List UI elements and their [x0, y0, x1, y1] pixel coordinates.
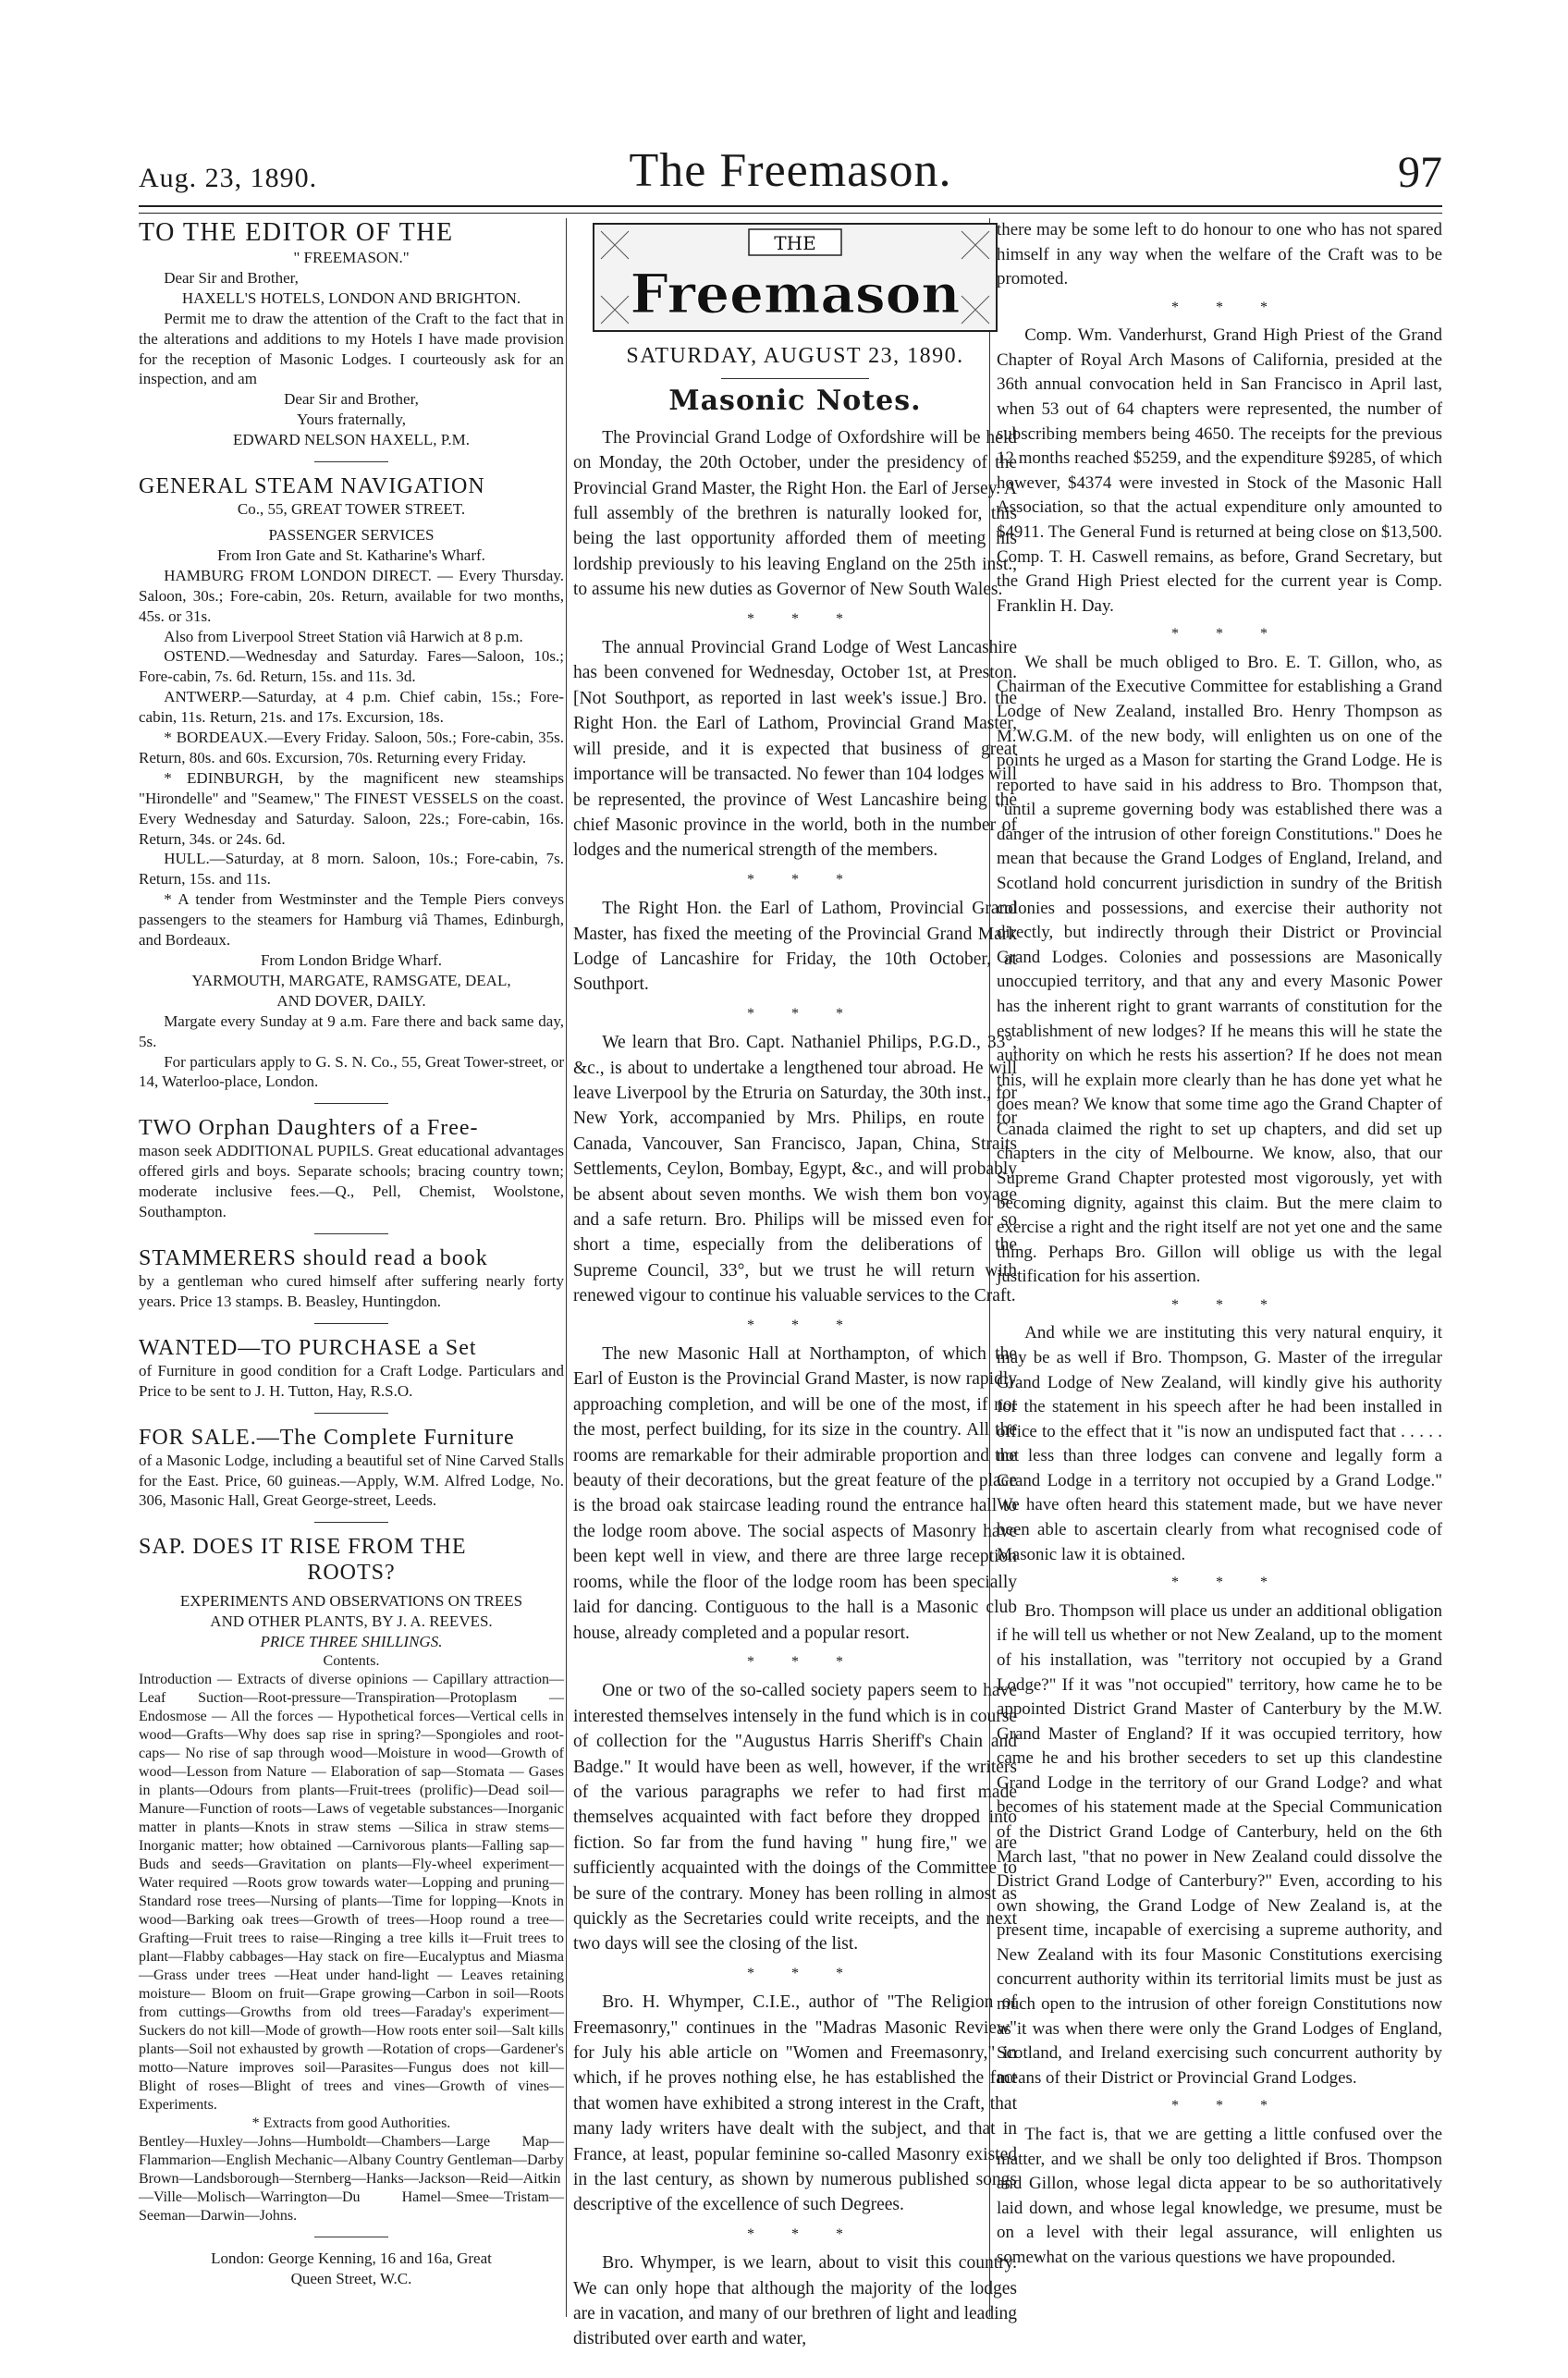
- imprint: Queen Street, W.C.: [290, 2269, 412, 2287]
- orphans-ad: [139, 1115, 564, 1222]
- note-paragraph: there may be some left to do honour to one who has not spared himself in any way when the welfare of the Craft was to be promoted.: [997, 220, 1442, 289]
- separator-stars: * * *: [747, 2225, 860, 2242]
- divider: [314, 1103, 388, 1104]
- ad-title: GENERAL STEAM NAVIGATION: [139, 474, 485, 499]
- note-paragraph: Bro. Whymper, is we learn, about to visit this country. We can only hope that although the majority of the lodges are in vacation, and many of our brethren of light and leading distributed over earth and water,: [573, 2253, 1017, 2349]
- letter-signature: EDWARD NELSON HAXELL, P.M.: [233, 431, 470, 449]
- section-title: Masonic Notes.: [668, 385, 922, 418]
- separator-stars: * * *: [1171, 1575, 1284, 1591]
- header-rule: [139, 205, 1442, 214]
- service-line: HULL.—Saturday, at 8 morn. Saloon, 10s.; Fore-cabin, 7s. Return, 15s. and 11s.: [139, 850, 564, 889]
- contents-heading: Contents.: [323, 1653, 380, 1670]
- column-masonic-notes: [573, 218, 1017, 2352]
- column-advertisements: [139, 218, 564, 2295]
- service-line: YARMOUTH, MARGATE, RAMSGATE, DEAL,: [191, 971, 511, 989]
- divider: [314, 1413, 388, 1414]
- svg-text:THE: THE: [774, 232, 816, 254]
- page-number: 97: [1398, 148, 1442, 197]
- separator-stars: * * *: [747, 610, 860, 627]
- imprint: London: George Kenning, 16 and 16a, Great: [211, 2249, 492, 2268]
- salutation: Dear Sir and Brother,: [164, 268, 299, 287]
- wharf-line: From Iron Gate and St. Katharine's Wharf.: [217, 545, 485, 564]
- service-line: For particulars apply to G. S. N. Co., 55, Great Tower-street, or 14, Waterloo-place, London.: [139, 1052, 564, 1091]
- ad-body: of a Masonic Lodge, including a beautiful set of Nine Carved Stalls for the East. Price, 60 guineas.—Apply, W.M. Alfred Lodge, No. 306, Masonic Hall, Great George-street, Leeds.: [139, 1451, 564, 1510]
- note-paragraph: The Provincial Grand Lodge of Oxfordshire will be held on Monday, the 20th October, under the presidency of the Provincial Grand Master, the Right Hon. the Earl of Jersey. A full assembly of the brethren is naturally looked for, this being the last opportunity afforded them of meeting his lordship previously to his leaving England on the 25th inst., to assume his new duties as Governor of New South Wales.: [573, 427, 1017, 600]
- service-line: OSTEND.—Wednesday and Saturday. Fares—Saloon, 10s.; Fore-cabin, 7s. 6d. Return, 15s. and 11s. 3d.: [139, 647, 564, 686]
- separator-stars: * * *: [1171, 2098, 1284, 2114]
- ad-subtitle: Co., 55, GREAT TOWER STREET.: [237, 500, 466, 519]
- masthead-logo: [592, 222, 998, 333]
- letter-body: Permit me to draw the attention of the Craft to the fact that in the alterations and additions to my Hotels I have made provision for the reception of Masonic Lodges. I courteously ask for an inspection, and am: [139, 309, 564, 388]
- column-divider: [566, 218, 567, 2317]
- note-paragraph: We shall be much obliged to Bro. E. T. Gillon, who, as Chairman of the Executive Committee for establishing a Grand Lodge of New Zealand, installed Bro. Henry Thompson as M.W.G.M. of the new body, will enlighten us on one of the points he urged as a Mason for starting the Grand Lodge. He is reported to have said in his address to Bro. Thompson that, "until a supreme governing body was established there was a danger of the intrusion of other foreign Constitutions." Does he mean that because the Grand Lodges of England, Ireland, and Scotland hold concurrent jurisdiction in sundry of the British colonies and possessions, and exercise their authority not directly, but indirectly through their District or Provincial Grand Lodges. Colonies and possessions are Masonically unoccupied territory, and that any and every Masonic Power has the inherent right to grant warrants of constitution for the establishment of new lodges? If he means this will he state the authority on which he rests his assertion? If he does not mean this, will he explain more clearly than he has done yet what he does mean? We know that some time ago the Grand Chapter of Canada claimed the right to set up chapters, and did set up chapters in the city of Melbourne. We know, also, that our Supreme Grand Chapter protested most vigorously, yet with becoming dignity, against this claim. But the mere claim to exercise a right and the right itself are not yet one and the same thing. Perhaps Bro. Gillon will oblige us with the legal justification for his assertion.: [997, 652, 1442, 1287]
- note-paragraph: Bro. H. Whymper, C.I.E., author of "The Religion of Freemasonry," continues in the "Madras Masonic Review" for July his able article on "Women and Freemasonry," in which, if he proves nothing else, he has established the fact that women have exhibited a strong interest in the Craft, that many lady writers have dealt with the subject, and that in France, at least, popular feminine so-called Masonry existed in the last century, as shown by numerous published songs descriptive of the excellence of such Degrees.: [573, 1992, 1017, 2215]
- note-paragraph: The fact is, that we are getting a little confused over the matter, and we shall be only too delighted if Bros. Thompson and Gillon, whose legal dicta appear to be so authoritatively laid down, and whose legal knowledge, we presume, must be on a level with their legal assurance, will enlighten us somewhat on the various questions we have propounded.: [997, 2124, 1442, 2267]
- note-paragraph: One or two of the so-called society papers seem to have interested themselves intensely in the fund which is in course of collection for the "Augustus Harris Sheriff's Chain and Badge." It would have been as well, however, if the writers of the various paragraphs we refer to had first made themselves acquainted with fact before they dropped into fiction. So far from the fund having " hung fire," we are sufficiently acquainted with the doings of the Committee to be sure of the contrary. Money has been rolling in almost as quickly as the Secretaries could write receipts, and the next two days will see the closing of the list.: [573, 1681, 1017, 1955]
- divider: [721, 378, 869, 379]
- note-paragraph: The Right Hon. the Earl of Lathom, Provincial Grand Master, has fixed the meeting of the Provincial Grand Mark Lodge of Lancashire for Friday, the 10th October, at Southport.: [573, 899, 1017, 995]
- for-sale-ad: [139, 1425, 564, 1512]
- ad-title: FOR SALE.—The Complete Furniture: [139, 1425, 515, 1450]
- separator-stars: * * *: [1171, 626, 1284, 643]
- price-line: PRICE THREE SHILLINGS.: [260, 1633, 443, 1651]
- note-paragraph: Comp. Wm. Vanderhurst, Grand High Priest of the Grand Chapter of Royal Arch Masons of California, presided at the 36th annual convocation held in San Francisco in April last, when 53 out of 64 chapters were represented, the number of subscribing members being 4650. The receipts for the previous 12 months reached $5259, and the expenditure $9285, of which however, $4374 were invested in Stock of the Masonic Hall Association, so that the actual expenditure only amounted to $4911. The General Fund is returned at being close on $13,500. Comp. T. H. Caswell remains, as before, Grand Secretary, but the Grand High Priest elected for the current year is Comp. Franklin H. Day.: [997, 325, 1442, 616]
- note-paragraph: The new Masonic Hall at Northampton, of which the Earl of Euston is the Provincial Grand Master, is now rapidly approaching completion, and will be one of the most, if not the most, perfect building, for its size in the country. All the rooms are remarkable for their admirable proportion and the beauty of their decorations, but the great feature of the place is the broad oak staircase leading round the entrance hall to the lodge room above. The social aspects of Masonry have been kept well in view, and there are three large reception rooms, while the floor of the lodge room has been specially laid for dancing. Contiguous to the hall is a Masonic club house, already completed and a popular resort.: [573, 1344, 1017, 1643]
- service-line: AND DOVER, DAILY.: [276, 991, 426, 1010]
- separator-stars: * * *: [1171, 299, 1284, 315]
- service-line: * A tender from Westminster and the Temple Piers conveys passengers to the steamers for Hamburg viâ Thames, Edinburgh, and Bordeaux.: [139, 890, 564, 950]
- extracts-list: Bentley—Huxley—Johns—Humboldt—Chambers—Large Map—Flammarion—English Mechanic—Albany Country Gentleman—Darby Brown—Landsborough—Sternberg—Hanks—Jackson—Reid—Aitkin—Ville—Molisch—Warrington—Du Hamel—Smee—Tristam—Seeman—Darwin—Johns.: [139, 2134, 564, 2225]
- wanted-ad: [139, 1335, 564, 1402]
- column-masonic-notes-cont: [997, 218, 1442, 2270]
- service-line: * EDINBURGH, by the magnificent new steamships "Hirondelle" and "Seamew," The FINEST VESSELS on the coast. Every Wednesday and Saturday. Saloon, 22s.; Fore-cabin, 16s. Return, 34s. or 24s. 6d.: [139, 768, 564, 848]
- ad-body: of Furniture in good condition for a Craft Lodge. Particulars and Price to be sent to J. H. Tutton, Hay, R.S.O.: [139, 1361, 564, 1400]
- letter-heading: TO THE EDITOR OF THE: [139, 218, 454, 247]
- ad-title: ROOTS?: [307, 1561, 396, 1586]
- stammerers-ad: [139, 1245, 564, 1312]
- steam-navigation-ad: [139, 473, 564, 1092]
- separator-stars: * * *: [747, 1317, 860, 1333]
- note-paragraph: We learn that Bro. Capt. Nathaniel Philips, P.G.D., 33°, &c., is about to undertake a lengthened tour abroad. He will leave Liverpool by the Etruria on Saturday, the 30th inst., for New York, accompanied by Mrs. Philips, en route for Canada, Vancouver, San Francisco, Japan, China, Straits Settlements, Ceylon, Bombay, Egypt, &c., and will probably be absent about seven months. We wish them bon voyage and a safe return. Bro. Philips will be missed even for so short a time, especially from the deliberations of the Supreme Council, 33°, but we trust he will return with renewed vigour to continue his valuable services to the Craft.: [573, 1033, 1017, 1306]
- newspaper-title: The Freemason.: [629, 144, 952, 197]
- separator-stars: * * *: [747, 1653, 860, 1670]
- ad-title: SAP. DOES IT RISE FROM THE: [139, 1535, 467, 1560]
- letter-closing: Yours fraternally,: [296, 411, 407, 429]
- divider: [314, 1522, 388, 1523]
- svg-text:Freemason: Freemason: [630, 263, 961, 325]
- service-line: ANTWERP.—Saturday, at 4 p.m. Chief cabin, 15s.; Fore-cabin, 11s. Return, 21s. and 17s. Excursion, 18s.: [139, 688, 564, 727]
- note-paragraph: The annual Provincial Grand Lodge of West Lancashire has been convened for Wednesday, October 1st, at Preston. [Not Southport, as reported in last week's issue.] Bro. the Right Hon. the Earl of Lathom, Provincial Grand Master, will preside, and it is expected that business of great importance will be transacted. No fewer than 104 lodges will be represented, the province of West Lancashire being the chief Masonic province in the world, both in the number of lodges and the numerical strength of the members.: [573, 638, 1017, 861]
- separator-stars: * * *: [747, 871, 860, 888]
- ad-title: TWO Orphan Daughters of a Free-: [139, 1116, 479, 1141]
- separator-stars: * * *: [747, 1965, 860, 1981]
- letter-heading-sub: " FREEMASON.": [293, 249, 410, 266]
- divider: [314, 461, 388, 462]
- extracts-heading: * Extracts from good Authorities.: [251, 2115, 451, 2132]
- divider: [314, 1323, 388, 1324]
- issue-date: Aug. 23, 1890.: [139, 163, 318, 193]
- ad-body: by a gentleman who cured himself after suffering nearly forty years. Price 13 stamps. B. Beasley, Huntingdon.: [139, 1271, 564, 1310]
- service-line: * BORDEAUX.—Every Friday. Saloon, 50s.; Fore-cabin, 35s. Return, 80s. and 60s. Excursion, 70s. Returning every Friday.: [139, 729, 564, 766]
- wharf-line: From London Bridge Wharf.: [260, 951, 443, 969]
- service-line: HAMBURG FROM LONDON DIRECT. — Every Thursday. Saloon, 30s.; Fore-cabin, 20s. Return, available for two months, 45s. or 31s.: [139, 566, 564, 625]
- contents-list: Introduction — Extracts of diverse opinions — Capillary attraction—Leaf Suction—Root-pressure—Transpiration—Protoplasm — Endosmose — All the forces — Hypothetical forces—Vertical cells in wood—Grafts—Why does sap rise in spring?—Spongioles and root-caps— No rise of sap through wood—Moisture in wood—Growth of wood—Lesson from Nature — Elaboration of sap—Stomata — Gases in plants—Odours from plants—Fruit-trees (prolific)—Dead soil—Manure—Function of roots—Laws of vegetable substances—Inorganic matter in plants—Knots in straw stems —Silica in straw stems—Inorganic matter; how obtained —Carnivorous plants—Falling sap—Buds and seeds—Gravitation on plants—Fly-wheel experiment—Water required —Roots grow towards water—Lopping and pruning—Standard rose trees—Nursing of plants—Time for lopping—Knots in wood—Barking oak trees—Growth of trees—Hoop round a tree—Grafting—Fruit trees to raise—Ringing a tree kills it—Fruit trees to plant—Flabby cabbages—Hay stack on fire—Eucalyptus and Miasma—Grass under trees —Heat under hand-light — Leaves retaining moisture— Bloom on fruit—Grape growing—Carbon in soil—Roots from cuttings—Growths from old trees—Faraday's experiment—Suckers do not kill—Mode of growth—How roots enter soil—Salt kills plants—Soil not exhausted by growth —Rotation of crops—Gardener's motto—Nature improves soil—Parasites—Fungus does not kill—Blight of roses—Blight of trees and vines—Growth of vines—Experiments.: [139, 1672, 564, 2114]
- service-line: Also from Liverpool Street Station viâ Harwich at 8 p.m.: [164, 627, 523, 645]
- ad-subtitle: EXPERIMENTS AND OBSERVATIONS ON TREES: [179, 1592, 523, 1611]
- letter-closing: Dear Sir and Brother,: [284, 390, 419, 409]
- note-paragraph: And while we are instituting this very natural enquiry, it may be as well if Bro. Thompson, G. Master of the irregular Grand Lodge of New Zealand, will kindly give his authority for the statement in his speech after he had been installed in office to the effect that it "is now an undisputed fact that . . . . . not less than three lodges can convene and legally form a Grand Lodge in a territory not occupied by a Grand Lodge." We have often heard this statement made, but we have never been able to ascertain clearly from what recognised code of Masonic law it is obtained.: [997, 1323, 1442, 1564]
- service-line: Margate every Sunday at 9 a.m. Fare there and back same day, 5s.: [139, 1011, 564, 1050]
- services-heading: PASSENGER SERVICES: [268, 525, 435, 544]
- hotels-line: HAXELL'S HOTELS, LONDON AND BRIGHTON.: [181, 288, 521, 307]
- ad-subtitle: AND OTHER PLANTS, BY J. A. REEVES.: [210, 1612, 493, 1631]
- separator-stars: * * *: [747, 1005, 860, 1022]
- editor-letter: [139, 218, 564, 450]
- issue-dateline: SATURDAY, AUGUST 23, 1890.: [626, 344, 964, 368]
- ad-title: STAMMERERS should read a book: [139, 1245, 488, 1270]
- page-header: [139, 139, 1442, 203]
- ad-title: WANTED—TO PURCHASE a Set: [139, 1335, 477, 1360]
- note-paragraph: Bro. Thompson will place us under an additional obligation if he will tell us whether or not New Zealand, up to the moment of his installation, was "territory not occupied by a Grand Lodge?" If it was "not occupied" territory, how came he to be appointed District Grand Master of Canterbury by the M.W. Grand Master of England? If it was occupied territory, how came he and his brother seceders to set up this clandestine Grand Lodge in the territory of our Grand Lodge? and what becomes of his statement made at the Special Communication of the District Grand Lodge of Canterbury, held on the 6th March last, "that no power in New Zealand could dissolve the District Grand Lodge of Canterbury?" Even, according to his own showing, the Grand Lodge of New Zealand is, at the present time, incapable of exercising a supreme authority, and New Zealand with its four Masonic Constitutions exercising concurrent authority within its territorial limits must be just as much open to the intrusion of other foreign Constitutions now as it was when there were only the Grand Lodges of England, Scotland, and Ireland exercising such concurrent authority by means of their District or Provincial Grand Lodges.: [997, 1600, 1442, 2088]
- ad-body: mason seek ADDITIONAL PUPILS. Great educational advantages offered girls and boys. Separate schools; bracing country town; moderate inclusive fees.—Q., Pell, Chemist, Woolstone, Southampton.: [139, 1142, 564, 1221]
- sap-book-ad: [139, 1534, 564, 2289]
- separator-stars: * * *: [1171, 1296, 1284, 1313]
- divider: [314, 1233, 388, 1234]
